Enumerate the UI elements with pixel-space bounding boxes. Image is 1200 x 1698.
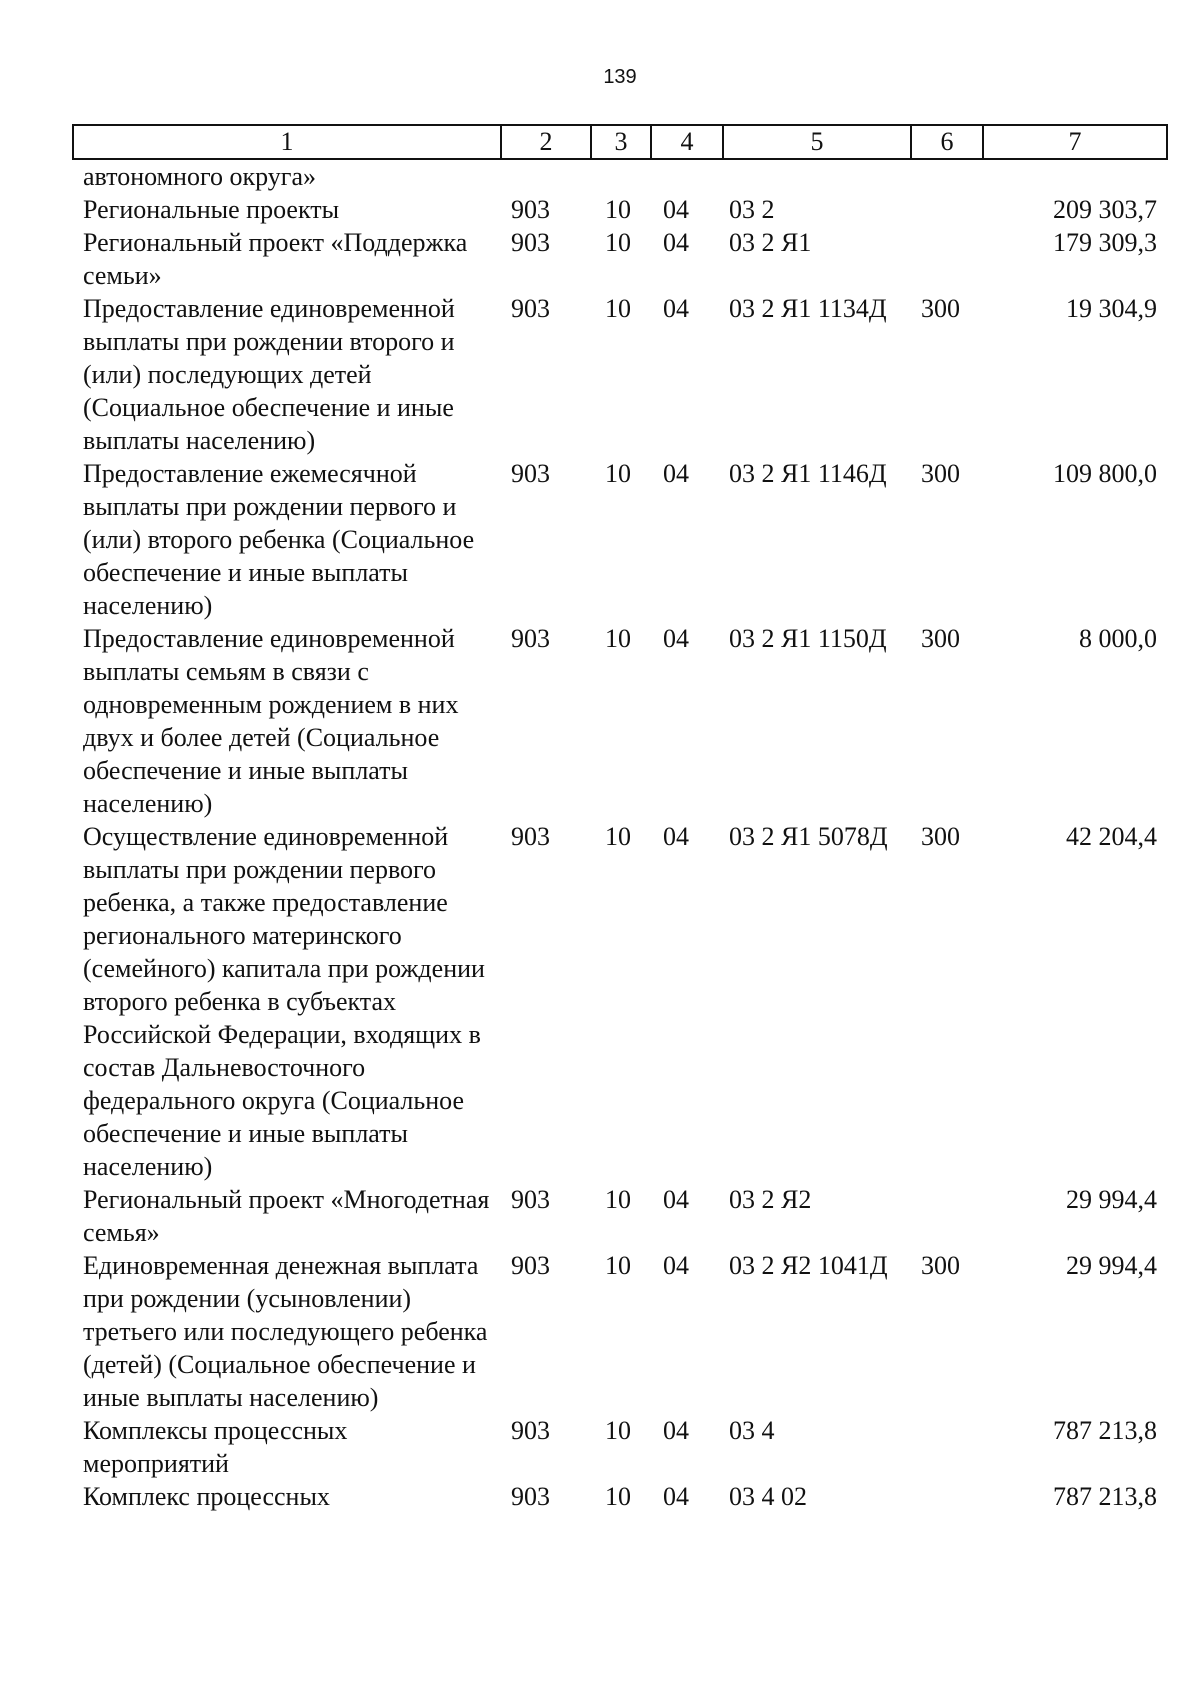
row-code-admin: 903: [511, 195, 550, 224]
row-amount: [983, 159, 1167, 193]
column-header-5: 5: [723, 125, 911, 159]
row-name: Комплекс процессных: [83, 1482, 330, 1511]
row-amount: 787 213,8: [1053, 1416, 1157, 1445]
table-row: [73, 1414, 1167, 1480]
row-code-subsection: 04: [663, 822, 689, 851]
table-row: [73, 292, 1167, 457]
row-name: Региональный проект «Многодетная семья»: [83, 1185, 490, 1247]
row-code-subsection: 04: [663, 195, 689, 224]
row-code-target: 03 2 Я1: [729, 228, 812, 257]
row-amount: 787 213,8: [1053, 1482, 1157, 1511]
row-name: Предоставление единовременной выплаты при рождении второго и (или) последующих детей (Социальное обеспечение и иные выплаты населению): [83, 294, 455, 455]
row-code-admin: 903: [511, 624, 550, 653]
column-header-7: 7: [983, 125, 1167, 159]
row-code-target: 03 2 Я1 1146Д: [729, 459, 887, 488]
row-code-admin: 903: [511, 459, 550, 488]
column-header-4: 4: [651, 125, 723, 159]
row-code-target: 03 2 Я1 1134Д: [729, 294, 887, 323]
row-code-admin: 903: [511, 228, 550, 257]
row-code-expense-type: 300: [921, 822, 960, 851]
row-code-section: 10: [605, 1416, 631, 1445]
table-row: [73, 159, 1167, 193]
row-code-subsection: 04: [663, 1416, 689, 1445]
table-row: [73, 1183, 1167, 1249]
row-code-subsection: 04: [663, 459, 689, 488]
row-code-expense-type: [911, 1183, 983, 1249]
header-row: [73, 125, 1167, 159]
table-body: [73, 159, 1167, 1513]
column-header-6: 6: [911, 125, 983, 159]
row-code-expense-type: 300: [921, 624, 960, 653]
row-code-section: 10: [605, 195, 631, 224]
column-header-1: 1: [73, 125, 501, 159]
row-code-target: 03 4: [729, 1416, 775, 1445]
row-code-expense-type: 300: [921, 294, 960, 323]
row-amount: 109 800,0: [1053, 459, 1157, 488]
row-name: автономного округа»: [83, 162, 316, 191]
row-code-target: 03 2: [729, 195, 775, 224]
row-name: Региональный проект «Поддержка семьи»: [83, 228, 468, 290]
row-code-expense-type: [911, 159, 983, 193]
row-code-section: 10: [605, 1482, 631, 1511]
row-code-expense-type: [911, 226, 983, 292]
table-header: [73, 125, 1167, 159]
row-name: Комплексы процессных мероприятий: [83, 1416, 348, 1478]
row-code-subsection: 04: [663, 228, 689, 257]
row-code-target: 03 2 Я2 1041Д: [729, 1251, 888, 1280]
row-code-section: 10: [605, 294, 631, 323]
row-code-expense-type: 300: [921, 459, 960, 488]
row-code-admin: 903: [511, 294, 550, 323]
row-code-target: 03 4 02: [729, 1482, 807, 1511]
row-amount: 42 204,4: [1066, 822, 1157, 851]
row-code-admin: 903: [511, 1185, 550, 1214]
row-code-subsection: 04: [663, 1482, 689, 1511]
row-code-subsection: 04: [663, 1185, 689, 1214]
row-amount: 29 994,4: [1066, 1251, 1157, 1280]
budget-table: [72, 124, 1168, 1513]
row-code-section: 10: [605, 822, 631, 851]
row-code-target: [723, 159, 911, 193]
row-code-admin: 903: [511, 1251, 550, 1280]
table-row: [73, 193, 1167, 226]
row-name: Региональные проекты: [83, 195, 340, 224]
table-row: [73, 1480, 1167, 1513]
row-name: Предоставление единовременной выплаты семьям в связи с одновременным рождением в них двух и более детей (Социальное обеспечение и иные выплаты населению): [83, 624, 459, 818]
row-name: Предоставление ежемесячной выплаты при рождении первого и (или) второго ребенка (Социальное обеспечение и иные выплаты населению): [83, 459, 475, 620]
row-code-target: 03 2 Я1 5078Д: [729, 822, 888, 851]
row-code-section: 10: [605, 1251, 631, 1280]
row-name: Единовременная денежная выплата при рождении (усыновлении) третьего или последующего ребенка (детей) (Социальное обеспечение и иные выплаты населению): [83, 1251, 488, 1412]
table-row: [73, 622, 1167, 820]
row-amount: 179 309,3: [1053, 228, 1157, 257]
row-code-subsection: 04: [663, 294, 689, 323]
row-code-section: 10: [605, 459, 631, 488]
table-row: [73, 820, 1167, 1183]
table-row: [73, 457, 1167, 622]
page-number: 139: [603, 66, 637, 88]
row-code-subsection: 04: [663, 624, 689, 653]
row-code-admin: 903: [511, 1482, 550, 1511]
row-code-target: 03 2 Я1 1150Д: [729, 624, 887, 653]
row-code-target: 03 2 Я2: [729, 1185, 812, 1214]
table-row: [73, 226, 1167, 292]
row-code-admin: 903: [511, 1416, 550, 1445]
row-name: Осуществление единовременной выплаты при рождении первого ребенка, а также предоставление регионального материнского (семейного) капитала при рождении второго ребенка в субъектах Российской Федерации, входящих в состав Дальневосточного федерального округа (Социальное обеспечение и иные выплаты населению): [83, 822, 485, 1181]
row-code-expense-type: [911, 193, 983, 226]
column-header-2: 2: [501, 125, 591, 159]
row-code-expense-type: [911, 1414, 983, 1480]
row-amount: 8 000,0: [1079, 624, 1157, 653]
row-code-section: 10: [605, 228, 631, 257]
row-amount: 29 994,4: [1066, 1185, 1157, 1214]
table-row: [73, 1249, 1167, 1414]
row-amount: 19 304,9: [1066, 294, 1157, 323]
row-code-subsection: [651, 159, 723, 193]
row-code-subsection: 04: [663, 1251, 689, 1280]
row-code-expense-type: 300: [921, 1251, 960, 1280]
row-amount: 209 303,7: [1053, 195, 1157, 224]
row-code-section: 10: [605, 1185, 631, 1214]
row-code-section: 10: [605, 624, 631, 653]
row-code-expense-type: [911, 1480, 983, 1513]
row-code-section: [591, 159, 651, 193]
row-code-admin: [501, 159, 591, 193]
column-header-3: 3: [591, 125, 651, 159]
row-code-admin: 903: [511, 822, 550, 851]
